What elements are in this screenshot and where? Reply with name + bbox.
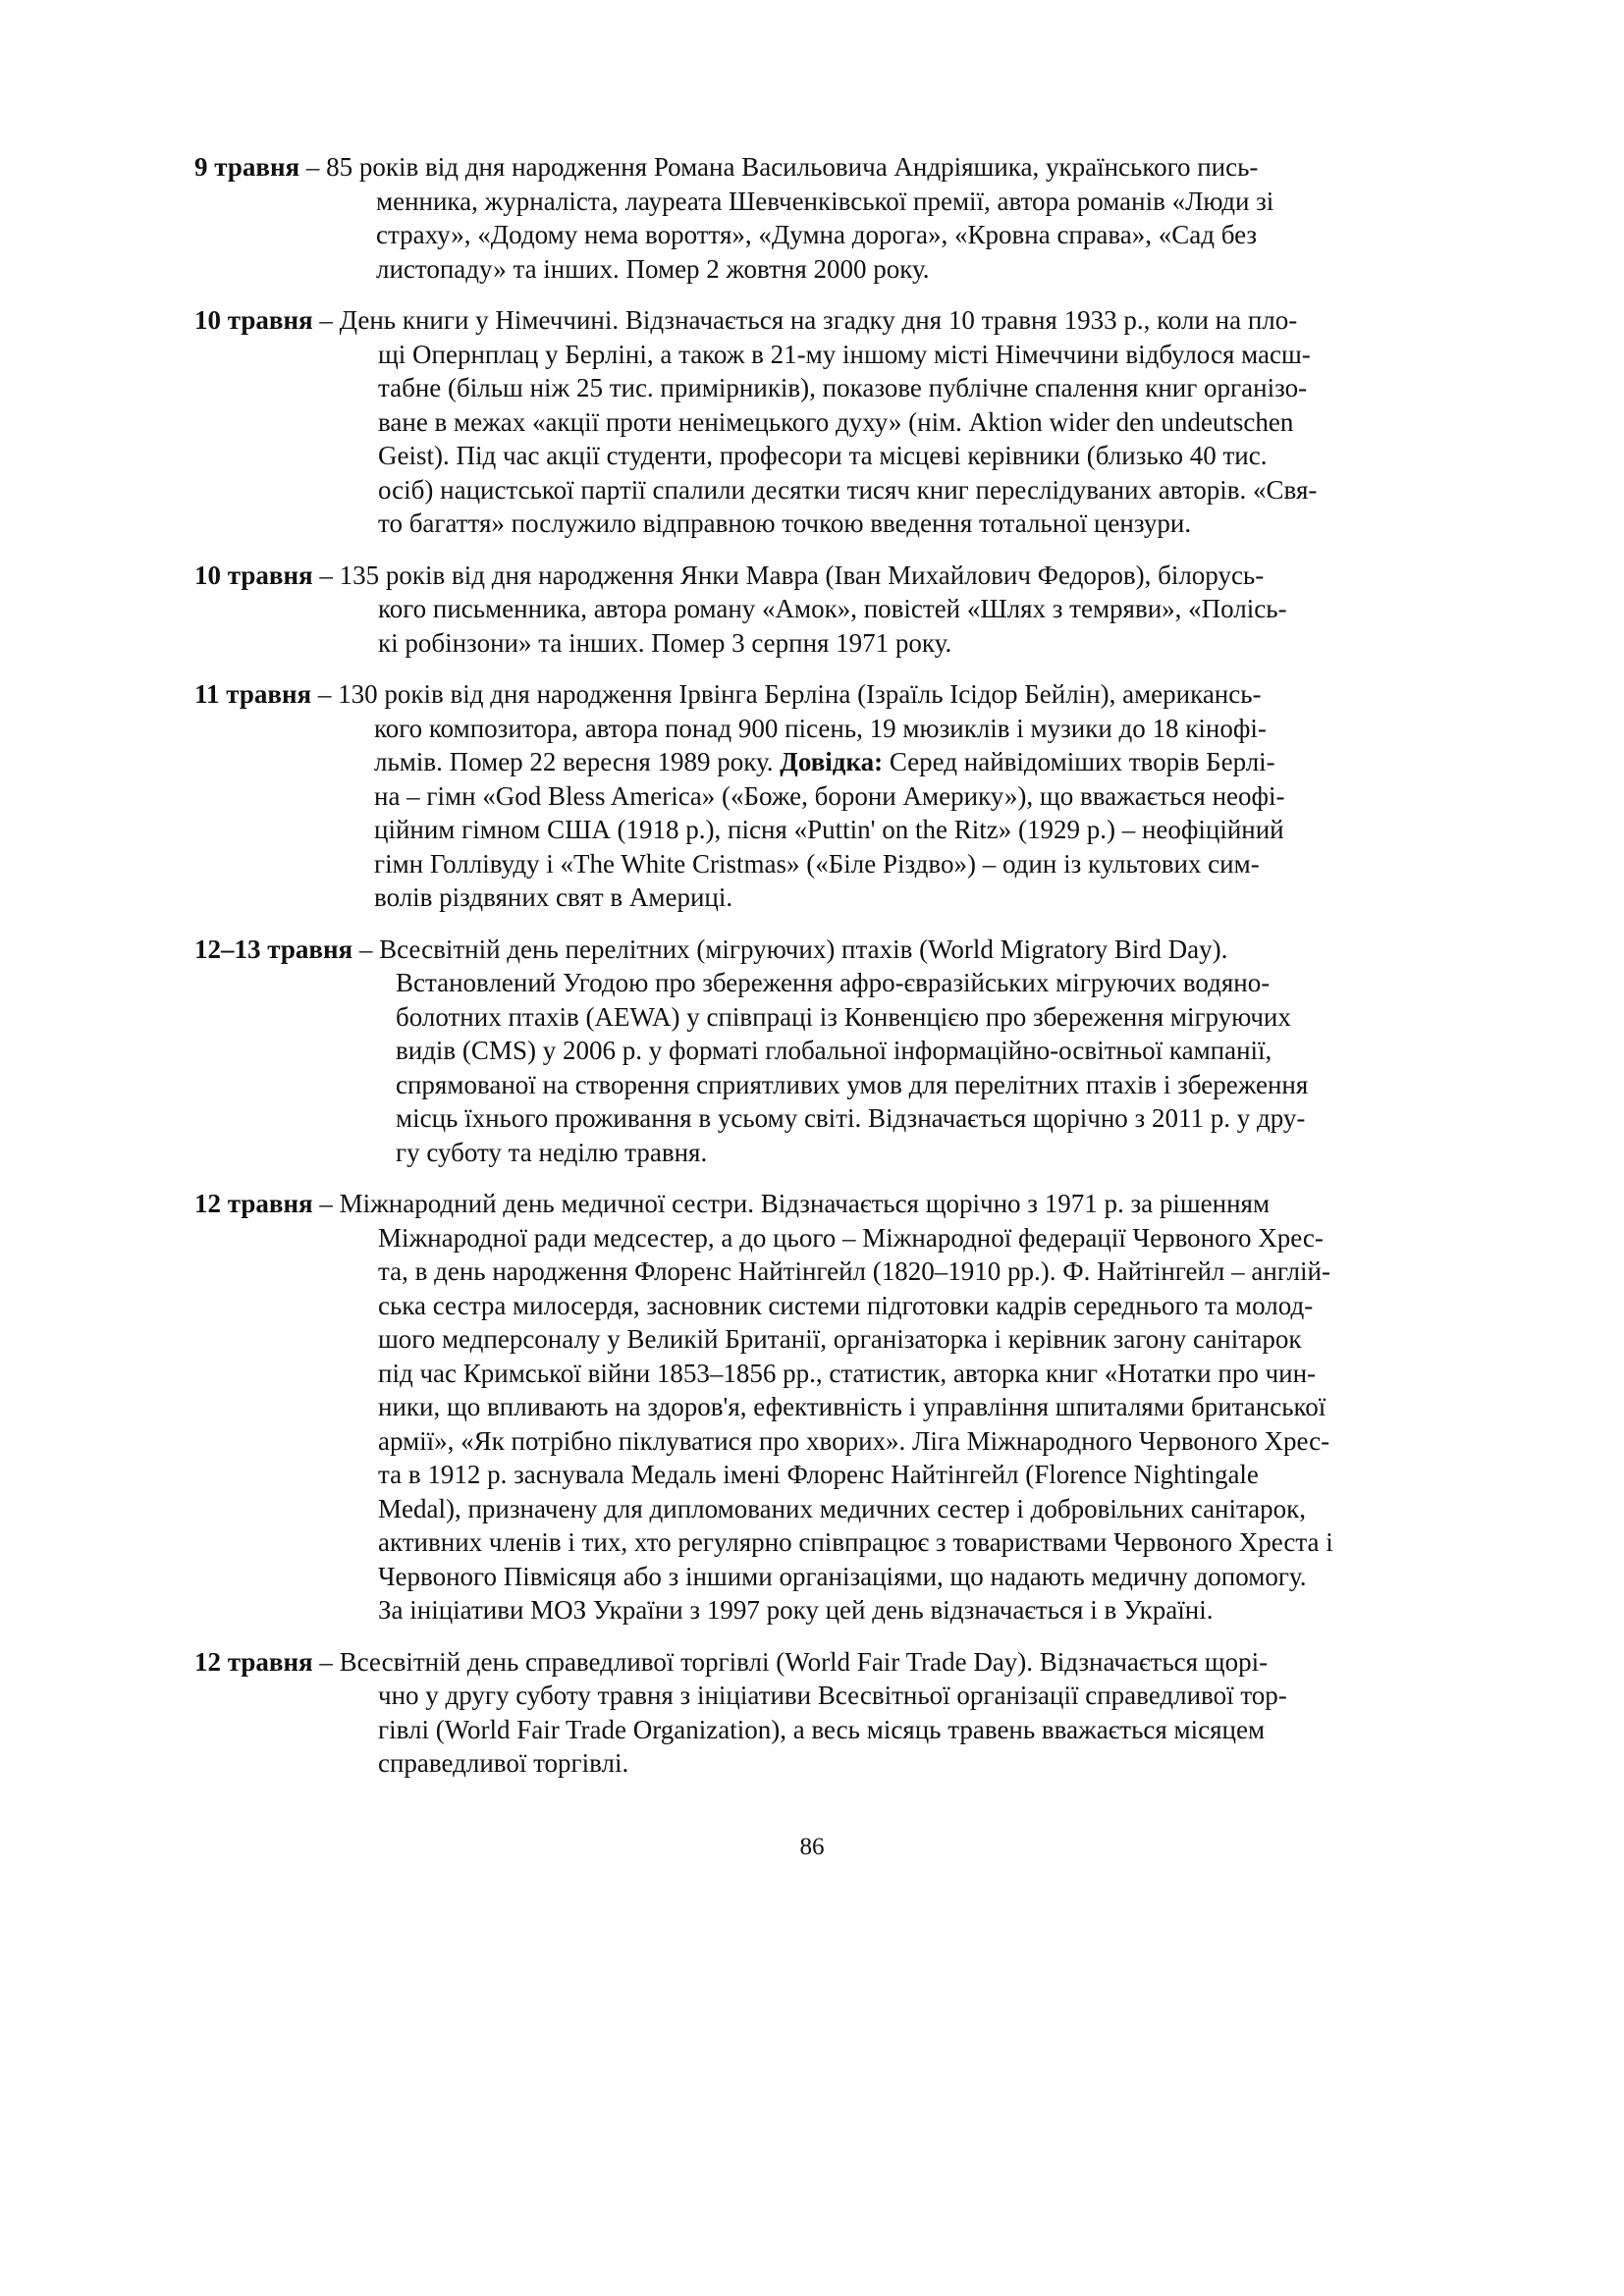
calendar-entry [194, 1645, 1439, 1781]
entry-date: 12 травня [194, 1189, 313, 1218]
calendar-entry [194, 933, 1439, 1170]
entry-date: 12 травня [194, 1646, 313, 1677]
entry-text-line: 135 років від дня народження Янки Мавра (Іван Михайлович Федоров), білорусь- [339, 560, 1265, 590]
entry-text-line: активних членів і тих, хто регулярно співпрацює з товариствами Червоного Хреста і [378, 1527, 1333, 1557]
entry-text-line [374, 745, 1439, 779]
entry-text-line: ська сестра милосердя, засновник системи підготовки кадрів середнього та молод- [378, 1290, 1314, 1320]
entry-text-line: Всесвітній день справедливої торгівлі (World Fair Trade Day). Відзначається щорі- [339, 1646, 1269, 1677]
entry-text-line: День книги у Німеччині. Відзначається на згадку дня 10 травня 1933 р., коли на пло- [339, 305, 1298, 335]
entry-text-line: гівлі (World Fair Trade Organization), а весь місяць травень вважається місяцем [378, 1714, 1266, 1744]
entry-text-line: болотних птахів (AEWA) у співпраці із Конвенцією про збереження мігруючих [396, 1001, 1291, 1032]
entry-text-line: шого медперсоналу у Великій Британії, організаторка і керівник загону санітарок [378, 1324, 1302, 1354]
page-number: 86 [799, 1834, 825, 1860]
entry-first-line [194, 1187, 1439, 1221]
entry-text-line: місць їхнього проживання в усьому світі. Відзначається щорічно з 2011 р. у дру- [396, 1103, 1306, 1133]
entry-text-line: Всесвітній день перелітних (мігруючих) птахів (World Migratory Bird Day). [379, 934, 1228, 964]
entry-text-line: справедливої торгівлі. [378, 1748, 629, 1778]
entry-text-line: гу суботу та неділю травня. [396, 1137, 708, 1167]
entry-first-line [194, 1645, 1439, 1680]
entry-text-line: чно у другу суботу травня з ініціативи Всесвітньої організації справедливої тор- [378, 1681, 1287, 1710]
entry-text-line: листопаду» та інших. Помер 2 жовтня 2000 року. [376, 253, 930, 284]
entry-date: 9 травня [194, 152, 300, 182]
calendar-entry [194, 150, 1439, 286]
entry-text-line: та, в день народження Флоренс Найтінгейл (1820–1910 рр.). Ф. Найтінгейл – англій- [378, 1256, 1330, 1286]
entry-text-line: то багаття» послужило відправною точкою введення тотальної цензури. [378, 508, 1192, 538]
entry-dash: – [312, 305, 340, 335]
calendar-entry [194, 303, 1439, 541]
entry-text-line: 130 років від дня народження Ірвінга Берліна (Ізраїль Ісідор Бейлін), американсь- [338, 679, 1262, 709]
entry-text-line: кі робінзони» та інших. Помер 3 серпня 1971 року. [378, 627, 952, 658]
calendar-entries [194, 150, 1439, 1798]
entry-dash: – [312, 1646, 340, 1677]
entry-dash: – [312, 1189, 340, 1218]
entry-text-line: видів (CMS) у 2006 р. у форматі глобальної інформаційно-освітньої кампанії, [396, 1036, 1272, 1065]
entry-first-line [194, 559, 1439, 593]
entry-dash: – [299, 152, 327, 182]
entry-date: 10 травня [194, 305, 313, 335]
entry-text-line: волів різдвяних свят в Америці. [374, 882, 733, 912]
entry-date: 12–13 травня [194, 934, 353, 964]
entry-date: 10 травня [194, 560, 313, 590]
entry-text-segment: льмів. Помер 22 вересня 1989 року. [374, 747, 781, 776]
calendar-entry [194, 1187, 1439, 1628]
entry-text-line: на – гімн «God Bless America» («Боже, борони Америку»), що вважається неофі- [374, 780, 1285, 811]
entry-dash: – [352, 934, 380, 964]
entry-text-line: кого композитора, автора понад 900 пісень, 19 мюзиклів і музики до 18 кінофі- [374, 713, 1267, 743]
entry-text-line: спрямованої на створення сприятливих умов для перелітних птахів і збереження [396, 1069, 1309, 1099]
entry-first-line [194, 303, 1439, 338]
entry-text-line: Червоного Півмісяця або з іншими організаціями, що надають медичну допомогу. [378, 1561, 1307, 1591]
entry-text-line: армії», «Як потрібно піклуватися про хворих». Ліга Міжнародного Червоного Хрес- [378, 1425, 1330, 1456]
entry-first-line [194, 933, 1439, 967]
entry-text-line: кого письменника, автора роману «Амок», повістей «Шлях з темряви», «Полісь- [378, 594, 1287, 623]
entry-text-line: 85 років від дня народження Романа Васильовича Андріяшика, українського пись- [326, 152, 1259, 182]
entry-first-line [194, 677, 1439, 712]
entry-text-line: Міжнародної ради медсестер, а до цього – Міжнародної федерації Червоного Хрес- [378, 1222, 1324, 1253]
note-label: Довідка: [780, 747, 884, 776]
calendar-entry [194, 559, 1439, 661]
entry-text-line: щі Опернплац у Берліні, а також в 21-му іншому місті Німеччини відбулося масш- [378, 339, 1311, 369]
entry-text-line: Medal), призначену для дипломованих медичних сестер і добровільних санітарок, [378, 1493, 1306, 1523]
entry-text-line: Встановлений Угодою про збереження афро-євразійських мігруючих водяно- [396, 968, 1271, 997]
entry-text-line: табне (більш ніж 25 тис. примірників), показове публічне спалення книг організо- [378, 373, 1308, 402]
entry-text-line: менника, журналіста, лауреата Шевченківської премії, автора романів «Люди зі [376, 186, 1274, 216]
entry-text-line: гімн Голлівуду і «The White Cristmas» («Біле Різдво») – один із культових сим- [374, 848, 1260, 879]
entry-text-line: ники, що впливають на здоров'я, ефективність і управління шпиталями британської [378, 1392, 1326, 1421]
entry-dash: – [311, 679, 339, 709]
entry-text-line: осіб) нацистської партії спалили десятки тисяч книг переслідуваних авторів. «Свя- [378, 474, 1318, 505]
entry-dash: – [312, 560, 340, 590]
entry-text-line: За ініціативи МОЗ України з 1997 року цей день відзначається і в Україні. [378, 1595, 1214, 1625]
entry-text-line: ційним гімном США (1918 р.), пісня «Puttin' on the Ritz» (1929 р.) – неофіційний [374, 815, 1284, 844]
entry-text-line: Geist). Під час акції студенти, професори та місцеві керівники (близько 40 тис. [378, 441, 1268, 470]
entry-text-line: Міжнародний день медичної сестри. Відзначається щорічно з 1971 р. за рішенням [339, 1189, 1271, 1218]
note-text: Серед найвідоміших творів Берлі- [883, 747, 1275, 776]
entry-date: 11 травня [194, 679, 312, 709]
calendar-entry [194, 677, 1439, 915]
entry-text-line: під час Кримської війни 1853–1856 рр., статистик, авторка книг «Нотатки про чин- [378, 1358, 1317, 1388]
entry-text-line: та в 1912 р. заснувала Медаль імені Флоренс Найтінгейл (Florence Nightingale [378, 1460, 1259, 1489]
entry-text-line: страху», «Додому нема вороття», «Думна дорога», «Кровна справа», «Сад без [376, 220, 1258, 249]
entry-text-line: ване в межах «акції проти ненімецького духу» (нім. Aktion wider den undeutschen [378, 406, 1294, 437]
entry-first-line [194, 150, 1439, 185]
